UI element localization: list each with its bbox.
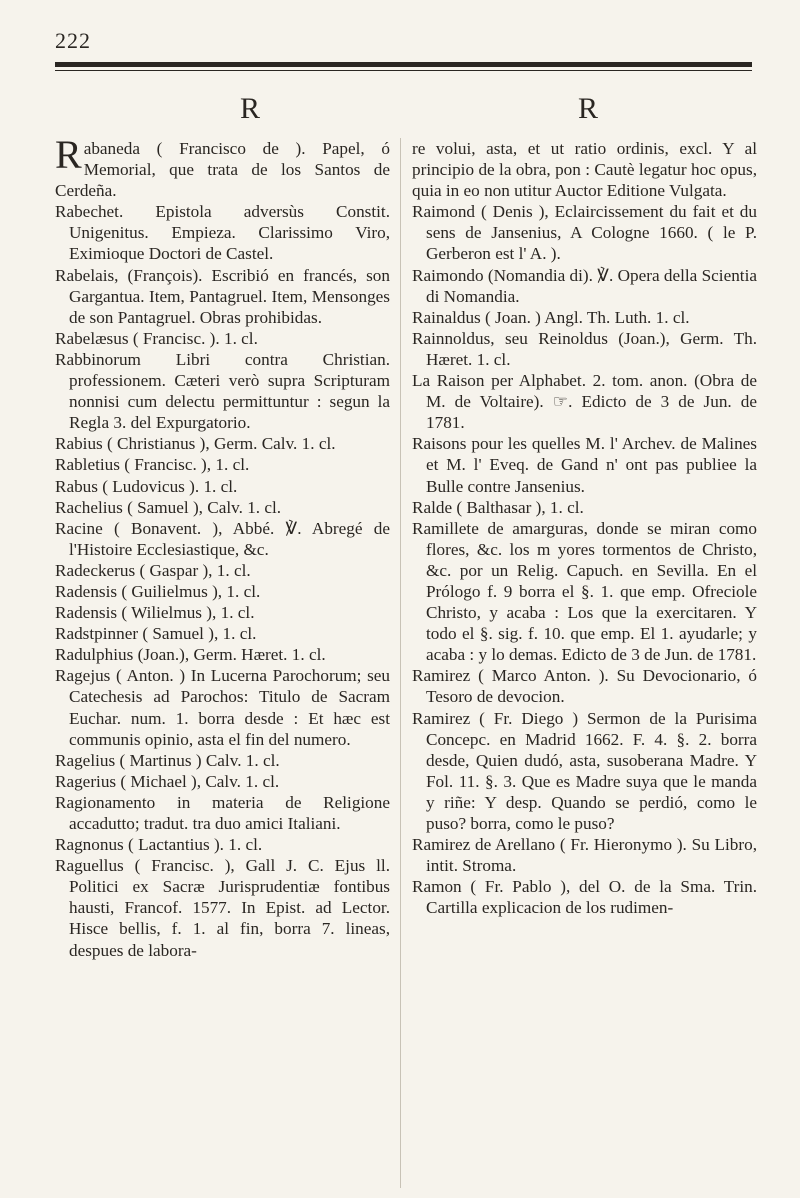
page-number: 222 xyxy=(55,28,91,53)
right-column xyxy=(412,138,757,918)
entry: La Raison per Alphabet. 2. tom. anon. (Obra de M. de Voltaire). ☞. Edicto de 3 de Jun. de 1781. xyxy=(412,371,757,433)
entry: Ragelius ( Martinus ) Calv. 1. cl. xyxy=(55,750,280,770)
entry: Ramirez ( Marco Anton. ). Su Devocionario, ó Tesoro de devocion. xyxy=(412,666,757,707)
entry: Rabechet. Epistola adversùs Constit. Unigenitus. Empieza. Clarissimo Viro, Eximioque Doctori de Castel. xyxy=(55,202,390,264)
entry: Ragerius ( Michael ), Calv. 1. cl. xyxy=(55,771,280,791)
entry: Rachelius ( Samuel ), Calv. 1. cl. xyxy=(55,497,282,517)
entry: Rabelæsus ( Francisc. ). 1. cl. xyxy=(55,328,258,348)
entry: Rainaldus ( Joan. ) Angl. Th. Luth. 1. cl. xyxy=(412,307,690,327)
entry: Rabbinorum Libri contra Christian. professionem. Cæteri verò supra Scripturam nonnisi cum delectu permittuntur : segun la Regla 3. del Expurgatorio. xyxy=(55,349,390,433)
left-column xyxy=(55,132,390,961)
entry: Rabelais, (François). Escribió en francés, son Gargantua. Item, Pantagruel. Item, Mensonges de son Pantagruel. Obras prohibidas. xyxy=(55,265,390,327)
column-divider xyxy=(400,138,401,1188)
entry: Radeckerus ( Gaspar ), 1. cl. xyxy=(55,560,251,580)
entry: Radensis ( Wilielmus ), 1. cl. xyxy=(55,603,255,623)
entry: Raguellus ( Francisc. ), Gall J. C. Ejus ll. Politici ex Sacræ Jurisprudentiæ fontibus hausti, Francof. 1577. In Epist. ad Lector. Hisce bellis, f. 1. al fin, borra 7. lineas, despues de labora- xyxy=(55,856,390,960)
entry: Ragnonus ( Lactantius ). 1. cl. xyxy=(55,835,263,855)
entry: Rabius ( Christianus ), Germ. Calv. 1. cl. xyxy=(55,434,336,454)
entry: Rabus ( Ludovicus ). 1. cl. xyxy=(55,476,238,496)
entry: Raimond ( Denis ), Eclaircissement du fait et du sens de Jansenius, A Cologne 1660. ( le P. Gerberon est l' A. ). xyxy=(412,202,757,264)
drop-cap: R xyxy=(55,132,82,177)
entry: Radulphius (Joan.), Germ. Hæret. 1. cl. xyxy=(55,645,326,665)
entry: Ragejus ( Anton. ) In Lucerna Parochorum; seu Catechesis ad Parochos: Titulo de Sacram Euchar. num. 1. borra desde : Et hæc est communis opinio, asta el fin del numero. xyxy=(55,666,390,749)
entry: Ragionamento in materia de Religione accadutto; tradut. tra duo amici Italiani. xyxy=(55,792,390,833)
entry: Ramirez ( Fr. Diego ) Sermon de la Purisima Concepc. en Madrid 1662. F. 4. §. 2. borra desde, Quien dudó, asta, susoberana Madre. Y Fol. 11. §. 3. Que es Madre suya que le manda y riñe: Y desp. Quando se perdió, como le puso? borra, como le puso? xyxy=(412,708,757,833)
header-rule-thin xyxy=(55,70,752,71)
entry: Raisons pour les quelles M. l' Archev. de Malines et M. l' Eveq. de Gand n' ont pas publiee la Bulle contre Jansenius. xyxy=(412,434,757,496)
entry: Ramon ( Fr. Pablo ), del O. de la Sma. Trin. Cartilla explicacion de los rudimen- xyxy=(412,877,757,918)
entry: Ramirez de Arellano ( Fr. Hieronymo ). Su Libro, intit. Stroma. xyxy=(412,835,757,876)
entry: re volui, asta, et ut ratio ordinis, excl. Y al principio de la obra, pon : Cautè legatur hoc opus, quia in eo non utitur Auctor Editione Vulgata. xyxy=(412,139,757,201)
entry: Rabletius ( Francisc. ), 1. cl. xyxy=(55,455,250,475)
header-rule-thick xyxy=(55,62,752,67)
left-column-heading: R xyxy=(240,92,261,125)
entry: Raimondo (Nomandia di). ℣. Opera della Scientia di Nomandia. xyxy=(412,265,757,306)
entry: Rabaneda ( Francisco de ). Papel, ó Memorial, que trata de los Santos de Cerdeña. xyxy=(55,132,390,201)
entry: Radensis ( Guilielmus ), 1. cl. xyxy=(55,581,261,601)
entry: Ramillete de amarguras, donde se miran como flores, &c. los m yores tormentos de Christo, &c. por un Relig. Capuch. en Sevilla. En el Prólogo f. 9 borra el §. 1. que emp. Ofreciole Christo, y acaba : Los que la exercitaren. Y todo el §. sig. f. 10. que emp. El 1. ayudarle; y acaba : y lo demas. Edicto de 3 de Jun. de 1781. xyxy=(412,518,757,665)
right-column-heading: R xyxy=(578,92,599,125)
entry: Ralde ( Balthasar ), 1. cl. xyxy=(412,497,584,517)
entry: Rainnoldus, seu Reinoldus (Joan.), Germ. Th. Hæret. 1. cl. xyxy=(412,328,757,369)
entry: Racine ( Bonavent. ), Abbé. ℣. Abregé de l'Histoire Ecclesiastique, &c. xyxy=(55,518,390,559)
entry: Radstpinner ( Samuel ), 1. cl. xyxy=(55,624,257,644)
